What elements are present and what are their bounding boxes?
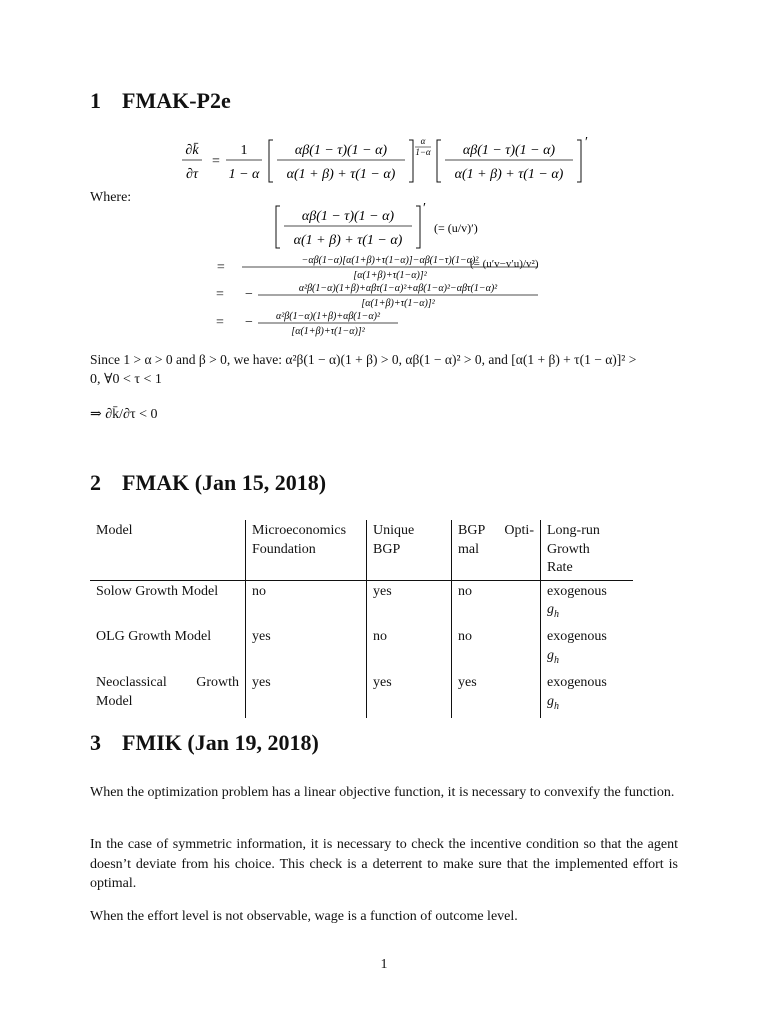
since-line-1: Since 1 > α > 0 and β > 0, we have: α²β(1 − α)(1 + β) > 0, αβ(1 − α)² > 0, and [α(1 + β) + τ(1 − α)]² >	[90, 352, 637, 367]
since-line-2: 0, ∀0 < τ < 1	[90, 372, 162, 387]
line2-den: [α(1+β)+τ(1−α)]²	[361, 298, 435, 309]
line3-num: α²β(1−α)(1+β)+αβ(1−α)²	[276, 311, 380, 322]
header-rate: Long-run Growth Rate	[541, 520, 634, 580]
section-3-heading	[90, 730, 319, 756]
section-number: 3	[90, 730, 101, 755]
section-1-heading	[90, 88, 231, 114]
where-label: Where:	[90, 190, 132, 205]
eq-frac1-num: αβ(1 − τ)(1 − α)	[294, 143, 388, 158]
fraction-derivative	[272, 202, 552, 254]
gh-symbol: $g_h$	[547, 647, 559, 666]
section-number: 2	[90, 470, 101, 495]
eq-lhs-num: ∂k̄	[185, 143, 199, 158]
svg-text:′: ′	[423, 202, 427, 216]
conclusion: ⇒ ∂k̄/∂τ < 0	[90, 407, 158, 422]
derivative-equation	[180, 134, 600, 190]
table-row: Neoclassical Growth Model yes yes yes exogenous $g_h$	[90, 672, 633, 718]
section-title: FMIK (Jan 19, 2018)	[122, 730, 319, 755]
eq-exp-num: α	[420, 136, 426, 146]
gh-symbol: $g_h$	[547, 693, 559, 712]
section-title: FMAK (Jan 15, 2018)	[122, 470, 327, 495]
line2-num: α²β(1−α)(1+β)+αβτ(1−α)²+αβ(1−α)²−αβτ(1−α)²	[298, 283, 498, 294]
section-title: FMAK-P2e	[122, 88, 231, 113]
derivation-line-3	[256, 308, 416, 340]
line1-num: −αβ(1−α)[α(1+β)+τ(1−α)]−αβ(1−τ)(1−α)²	[301, 255, 479, 266]
section-number: 1	[90, 88, 101, 113]
eq-exp-den: 1−α	[415, 147, 431, 157]
eq-frac2-den: α(1 + β) + τ(1 − α)	[454, 167, 564, 182]
header-model: Model	[90, 520, 246, 580]
page-number: 1	[380, 957, 388, 972]
section-2-heading	[90, 470, 326, 496]
table-row: OLG Growth Model yes no no exogenous $g_h$	[90, 626, 633, 672]
eq-coef-num: 1	[240, 143, 248, 158]
paragraph: In the case of symmetric information, it is necessary to check the incentive condition so that the agent doesn’t deviate from his choice. This check is a deterrent to make sure that the implemented effort is optimal.	[90, 837, 678, 891]
eq-lhs-den: ∂τ	[186, 167, 198, 182]
line3-den: [α(1+β)+τ(1−α)]²	[291, 326, 365, 337]
header-optimal: BGP Opti- mal	[452, 520, 541, 580]
frac-den: α(1 + β) + τ(1 − α)	[293, 233, 403, 248]
eq-frac2-num: αβ(1 − τ)(1 − α)	[462, 143, 556, 158]
table-row: Solow Growth Model no yes no exogenous $g_h$	[90, 580, 633, 626]
header-micro: Microeconomics Foundation	[246, 520, 367, 580]
frac-num: αβ(1 − τ)(1 − α)	[301, 209, 395, 224]
line1-hint: (= (u′v−v′u)/v²)	[470, 258, 539, 270]
header-unique: Unique BGP	[367, 520, 452, 580]
table-header-row	[90, 520, 633, 580]
deriv-hint: (= (u/v)′)	[434, 221, 478, 235]
growth-model-table	[90, 520, 633, 718]
eq-coef-den: 1 − α	[228, 167, 260, 182]
svg-text:=: =	[212, 154, 220, 169]
gh-symbol: $g_h$	[547, 602, 559, 620]
line1-den: [α(1+β)+τ(1−α)]²	[353, 270, 427, 281]
paragraph: When the optimization problem has a linear objective function, it is necessary to convexify the function.	[90, 785, 675, 800]
svg-text:′: ′	[585, 135, 589, 150]
paragraph: When the effort level is not observable, wage is a function of outcome level.	[90, 909, 518, 924]
eq-frac1-den: α(1 + β) + τ(1 − α)	[286, 167, 396, 182]
